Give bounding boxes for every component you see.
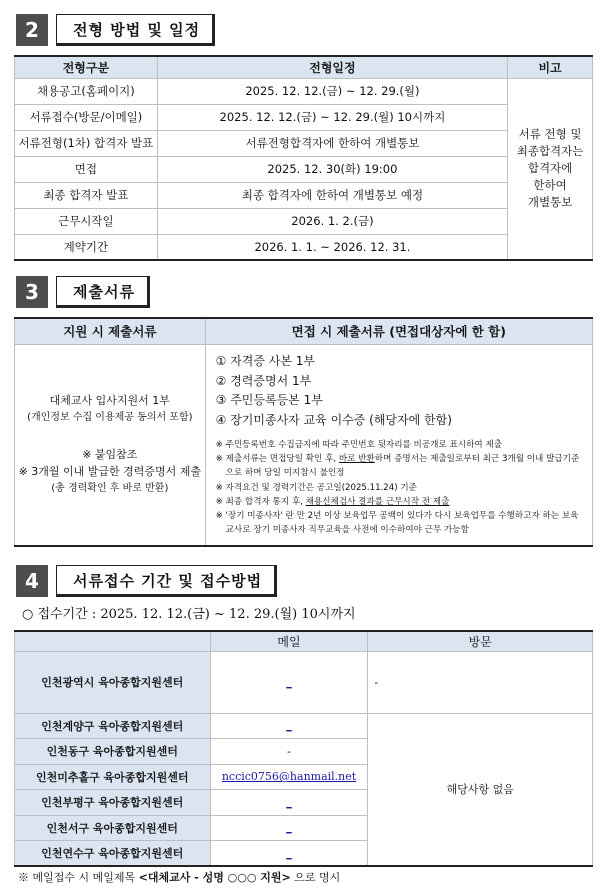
header-note: 비고 <box>508 56 593 78</box>
table-row <box>15 130 593 156</box>
date-cell: 2025. 12. 30(화) 19:00 <box>157 156 507 182</box>
date-cell: 2025. 12. 12.(금) ~ 12. 29.(월) <box>157 78 507 104</box>
date-cell: 2026. 1. 1. ~ 2026. 12. 31. <box>157 234 507 260</box>
doc-item: ③ 주민등록등본 1부 <box>215 393 323 408</box>
doc-item: ④ 장기미종사자 교육 이수증 (해당자에 한함) <box>215 412 452 427</box>
mail-link[interactable]: _ <box>286 846 292 860</box>
apply-docs-cell <box>15 344 206 546</box>
stage-cell: 최종 합격자 발표 <box>15 182 158 208</box>
stage-cell: 계약기간 <box>15 234 158 260</box>
section-2-header <box>16 14 215 46</box>
table-row <box>15 651 593 713</box>
table-row <box>15 234 593 260</box>
apply-doc-line: (총 경력확인 후 바로 반환) <box>51 483 169 495</box>
center-name: 인천부평구 육아종합지원센터 <box>15 790 211 816</box>
doc-notes <box>216 438 584 537</box>
mail-cell[interactable] <box>210 651 368 713</box>
header-center <box>15 631 211 651</box>
mail-link[interactable]: nccic0756@hanmail.net <box>221 770 357 784</box>
center-name: 인천서구 육아종합지원센터 <box>15 815 211 841</box>
visit-merged-cell: 해당사항 없음 <box>368 713 593 866</box>
doc-note: ※ 자격요건 및 경력기간은 공고일(2025.11.24) 기준 <box>215 482 417 493</box>
section-title: 서류접수 기간 및 접수방법 <box>56 565 277 597</box>
mail-link[interactable]: _ <box>286 795 292 809</box>
mail-cell[interactable] <box>210 815 368 841</box>
mail-cell[interactable] <box>210 764 368 790</box>
date-cell: 최종 합격자에 한하여 개별통보 예정 <box>157 182 507 208</box>
apply-doc-line: ※ 3개월 이내 발급한 경력증명서 제출 <box>18 465 202 479</box>
apply-doc-line: ※ 붙임참조 <box>82 448 138 462</box>
note-line: 한하여 <box>533 178 567 193</box>
center-name: 인천광역시 육아종합지원센터 <box>15 651 211 713</box>
date-cell: 서류전형합격자에 한하여 개별통보 <box>157 130 507 156</box>
doc-note: ※ '장기 미종사자' 란 만 2년 이상 보육업무 공백이 있다가 다시 보육업무를 수행하고자 하는 보육교사로 장기 미종사자 직무교육을 사전에 이수하여야 근무 가능함 <box>215 511 579 536</box>
stage-cell: 채용공고(홈페이지) <box>15 78 158 104</box>
section-title: 전형 방법 및 일정 <box>56 14 215 46</box>
section-4-header <box>16 565 277 597</box>
stage-cell: 서류접수(방문/이메일) <box>15 104 158 130</box>
center-name: 인천동구 육아종합지원센터 <box>15 739 211 765</box>
mail-link[interactable]: _ <box>286 821 292 835</box>
mail-cell[interactable] <box>210 713 368 739</box>
header-stage: 전형구분 <box>15 56 158 78</box>
header-interview-docs: 면접 시 제출서류 (면접대상자에 한 함) <box>205 318 592 344</box>
visit-cell: - <box>368 651 593 713</box>
mail-subject-footnote: ※ 메일접수 시 메일제목 <대체교사 - 성명 ○○○ 지원> 으로 명시 <box>18 871 341 884</box>
stage-cell: 서류전형(1차) 합격자 발표 <box>15 130 158 156</box>
doc-note: ※ 주민등록번호 수집금지에 따라 주민번호 뒷자리를 비공개로 표시하여 제출 <box>215 440 503 451</box>
center-name: 인천미추홀구 육아종합지원센터 <box>15 764 211 790</box>
apply-doc-line: 대체교사 입사지원서 1부 <box>49 394 170 408</box>
center-name: 인천연수구 육아종합지원센터 <box>15 841 211 867</box>
note-cell <box>508 78 593 260</box>
doc-note: ※ 최종 합격자 통지 후, 채용신체검사 결과를 근무시작 전 제출 <box>215 496 450 507</box>
mail-cell: - <box>210 739 368 765</box>
documents-table <box>14 317 593 547</box>
apply-doc-line: (개인정보 수집 이용제공 동의서 포함) <box>27 412 193 424</box>
note-line: 서류 전형 및 <box>518 127 582 142</box>
mail-link[interactable]: _ <box>286 719 292 733</box>
header-apply-docs: 지원 시 제출서류 <box>15 318 206 344</box>
mail-cell[interactable] <box>210 790 368 816</box>
header-date: 전형일정 <box>157 56 507 78</box>
table-row <box>15 182 593 208</box>
table-row <box>15 208 593 234</box>
header-mail: 메일 <box>210 631 368 651</box>
table-row <box>15 104 593 130</box>
stage-cell: 면접 <box>15 156 158 182</box>
application-period: ○ 접수기간 : 2025. 12. 12.(금) ~ 12. 29.(월) 10시까지 <box>22 607 356 622</box>
schedule-table <box>14 55 593 261</box>
mail-link[interactable]: _ <box>286 675 292 689</box>
application-table <box>14 630 593 867</box>
note-line: 최종합격자는 <box>516 144 584 159</box>
mail-cell[interactable] <box>210 841 368 867</box>
date-cell: 2025. 12. 12.(금) ~ 12. 29.(월) 10시까지 <box>157 104 507 130</box>
header-visit: 방문 <box>368 631 593 651</box>
note-line: 개별통보 <box>527 195 573 210</box>
note-line: 합격자에 <box>527 161 573 176</box>
section-number: 2 <box>16 14 48 46</box>
interview-docs-cell <box>205 344 592 546</box>
section-number: 3 <box>16 276 48 308</box>
section-3-header <box>16 276 150 308</box>
table-row <box>15 156 593 182</box>
section-title: 제출서류 <box>56 276 150 308</box>
table-row <box>15 713 593 739</box>
section-number: 4 <box>16 565 48 597</box>
doc-item: ① 자격증 사본 1부 <box>215 354 316 369</box>
table-row <box>15 78 593 104</box>
center-name: 인천계양구 육아종합지원센터 <box>15 713 211 739</box>
doc-note: ※ 제출서류는 면접당일 확인 후, 바로 반환하며 증명서는 제출일로부터 최근 3개월 이내 발급기준으로 하며 당일 미지참시 불인정 <box>215 454 580 479</box>
date-cell: 2026. 1. 2.(금) <box>157 208 507 234</box>
doc-item: ② 경력증명서 1부 <box>215 373 312 388</box>
stage-cell: 근무시작일 <box>15 208 158 234</box>
